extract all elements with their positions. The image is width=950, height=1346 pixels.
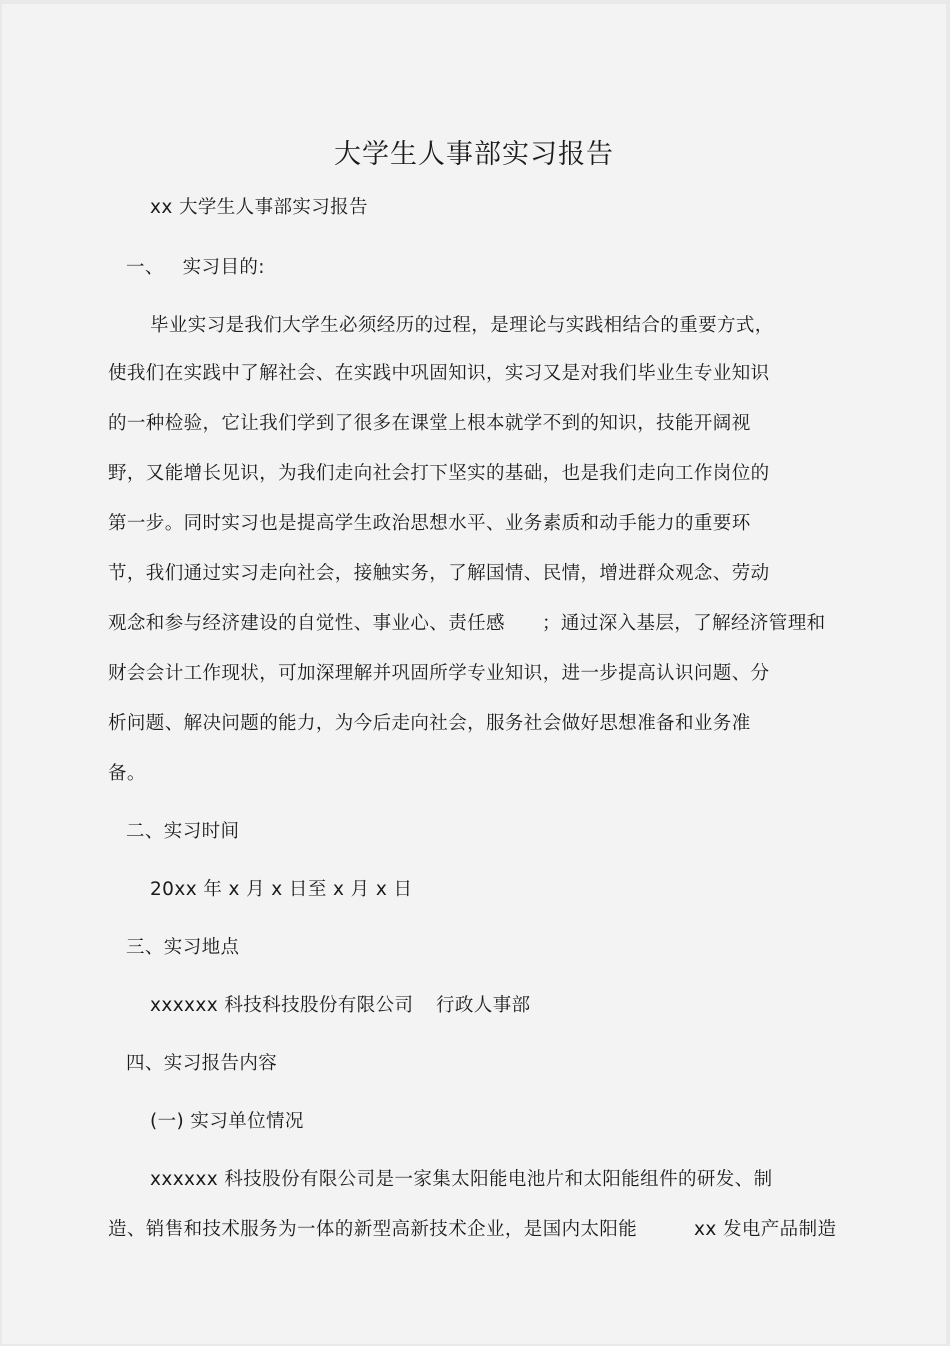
document-page xyxy=(2,4,946,1344)
section-heading-purpose: 一、 实习目的: xyxy=(126,257,265,278)
paragraph-line: 野，又能增长见识，为我们走向社会打下坚实的基础，也是我们走向工作岗位的 xyxy=(108,463,770,484)
paragraph-line: 第一步。同时实习也是提高学生政治思想水平、业务素质和动手能力的重要环 xyxy=(108,513,751,534)
paragraph-line: 财会会计工作现状，可加深理解并巩固所学专业知识，进一步提高认识问题、分 xyxy=(108,663,770,684)
section-heading-location: 三、实习地点 xyxy=(126,937,240,958)
paragraph-line: 节，我们通过实习走向社会，接触实务，了解国情、民情，增进群众观念、劳动 xyxy=(108,563,770,584)
paragraph-line: xx 发电产品制造 xyxy=(694,1219,837,1240)
paragraph-line: 的一种检验，它让我们学到了很多在课堂上根本就学不到的知识，技能开阔视 xyxy=(108,413,751,434)
paragraph-line: 造、销售和技术服务为一体的新型高新技术企业，是国内太阳能 xyxy=(108,1219,638,1240)
document-subtitle: xx 大学生人事部实习报告 xyxy=(150,197,368,218)
paragraph-line: xxxxxx 科技股份有限公司是一家集太阳能电池片和太阳能组件的研发、制 xyxy=(150,1169,773,1190)
document-title: 大学生人事部实习报告 xyxy=(334,139,614,170)
paragraph-line: 析问题、解决问题的能力，为今后走向社会，服务社会做好思想准备和业务准 xyxy=(108,713,751,734)
subsection-heading: (一) 实习单位情况 xyxy=(150,1111,304,1132)
section-heading-content: 四、实习报告内容 xyxy=(126,1053,278,1074)
paragraph-line: 观念和参与经济建设的自觉性、事业心、责任感 xyxy=(108,613,505,634)
internship-dates: 20xx 年 x 月 x 日至 x 月 x 日 xyxy=(150,879,413,900)
section-heading-time: 二、实习时间 xyxy=(126,821,240,842)
paragraph-line: 使我们在实践中了解社会、在实践中巩固知识，实习又是对我们毕业生专业知识 xyxy=(108,363,770,384)
paragraph-line: 毕业实习是我们大学生必须经历的过程，是理论与实践相结合的重要方式， xyxy=(150,315,774,336)
company-name: xxxxxx 科技科技股份有限公司 xyxy=(150,995,414,1016)
paragraph-line: ；通过深入基层，了解经济管理和 xyxy=(542,613,826,634)
paragraph-line: 备。 xyxy=(108,763,146,784)
department-name: 行政人事部 xyxy=(436,995,531,1016)
